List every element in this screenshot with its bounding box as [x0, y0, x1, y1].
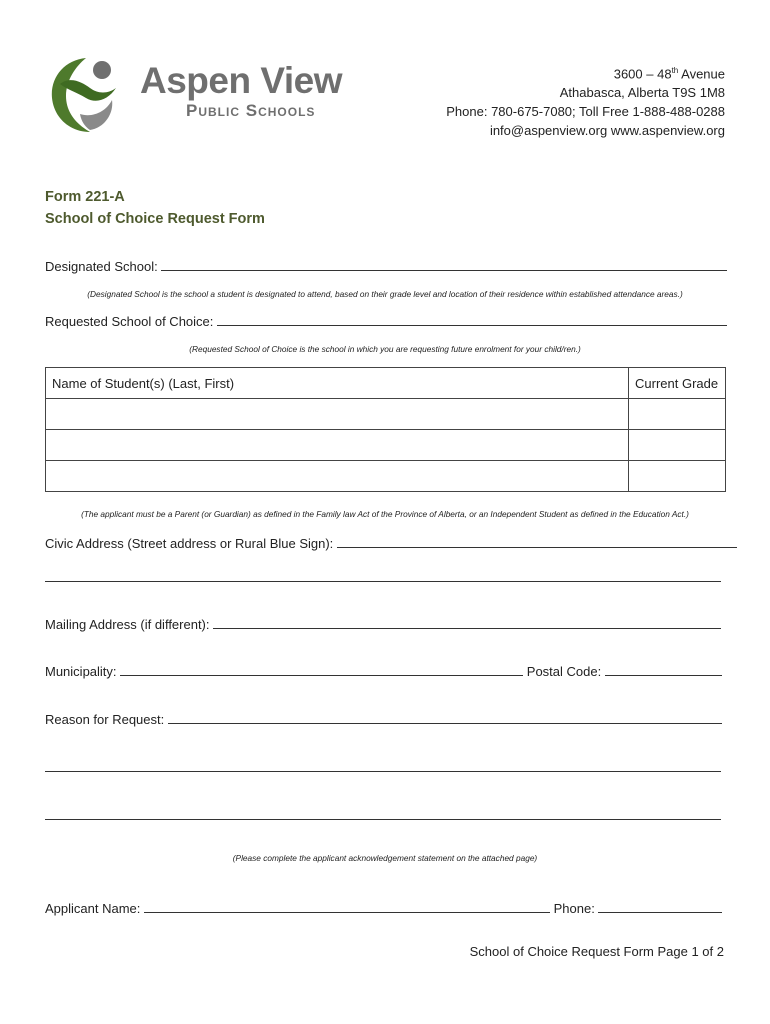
phone-label: Phone:	[553, 901, 595, 916]
current-grade-header: Current Grade	[629, 368, 726, 399]
address-phone: Phone: 780-675-7080; Toll Free 1-888-488-0288	[446, 104, 725, 120]
form-title: School of Choice Request Form	[45, 211, 265, 227]
civic-address-input-2[interactable]	[45, 570, 721, 582]
reason-label: Reason for Request:	[45, 712, 165, 727]
student-name-cell[interactable]	[46, 399, 629, 430]
table-header-row	[46, 368, 726, 399]
address-street: 3600 – 48th Avenue	[613, 66, 725, 82]
mailing-address-input[interactable]	[213, 617, 721, 629]
municipality-field	[45, 664, 722, 679]
designated-school-input[interactable]	[161, 259, 727, 271]
logo	[46, 54, 356, 138]
table-row	[46, 430, 726, 461]
applicant-name-input[interactable]	[144, 901, 550, 913]
address-contact: info@aspenview.org www.aspenview.org	[489, 123, 725, 139]
logo-title: Aspen View	[140, 60, 343, 101]
designated-school-note: (Designated School is the school a student is designated to attend, based on their grade level and location of their residence within established attendance areas.)	[87, 289, 683, 299]
student-name-cell[interactable]	[46, 461, 629, 492]
applicant-eligibility-note: (The applicant must be a Parent (or Guardian) as defined in the Family law Act of the Province of Alberta, or an Independent Student as defined in the Education Act.)	[81, 509, 689, 519]
current-grade-cell[interactable]	[629, 399, 726, 430]
requested-school-input[interactable]	[217, 314, 727, 326]
current-grade-cell[interactable]	[629, 461, 726, 492]
mailing-address-label: Mailing Address (if different):	[45, 617, 210, 632]
civic-address-label: Civic Address (Street address or Rural Blue Sign):	[45, 536, 334, 551]
reason-line-3	[45, 808, 721, 823]
phone-input[interactable]	[598, 901, 722, 913]
student-name-cell[interactable]	[46, 430, 629, 461]
designated-school-field	[45, 259, 727, 274]
address-block	[446, 61, 725, 140]
requested-school-field	[45, 314, 727, 329]
municipality-input[interactable]	[120, 664, 523, 676]
aspen-view-logo-icon	[46, 54, 132, 134]
postal-code-input[interactable]	[605, 664, 722, 676]
reason-input-3[interactable]	[45, 808, 721, 820]
page-footer: School of Choice Request Form Page 1 of 2	[469, 944, 724, 959]
form-number: Form 221-A	[45, 189, 125, 205]
requested-school-note: (Requested School of Choice is the school in which you are requesting future enrolment for your child/ren.)	[189, 344, 581, 354]
municipality-label: Municipality:	[45, 664, 117, 679]
mailing-address-field	[45, 617, 721, 632]
civic-address-field	[45, 536, 737, 551]
designated-school-label: Designated School:	[45, 259, 158, 274]
civic-address-input[interactable]	[337, 536, 737, 548]
students-table	[45, 367, 726, 492]
applicant-name-label: Applicant Name:	[45, 901, 141, 916]
requested-school-label: Requested School of Choice:	[45, 314, 214, 329]
reason-input-2[interactable]	[45, 760, 721, 772]
applicant-name-field	[45, 901, 722, 916]
reason-field	[45, 712, 722, 727]
civic-address-line-2	[45, 570, 721, 585]
logo-subtitle: Public Schools	[186, 101, 316, 120]
table-row	[46, 399, 726, 430]
postal-code-label: Postal Code:	[526, 664, 602, 679]
reason-input[interactable]	[168, 712, 722, 724]
form-heading	[45, 186, 265, 230]
acknowledgement-note: (Please complete the applicant acknowledgement statement on the attached page)	[232, 853, 538, 863]
table-row	[46, 461, 726, 492]
student-name-header: Name of Student(s) (Last, First)	[46, 368, 629, 399]
current-grade-cell[interactable]	[629, 430, 726, 461]
address-city: Athabasca, Alberta T9S 1M8	[559, 85, 725, 101]
reason-line-2	[45, 760, 721, 775]
